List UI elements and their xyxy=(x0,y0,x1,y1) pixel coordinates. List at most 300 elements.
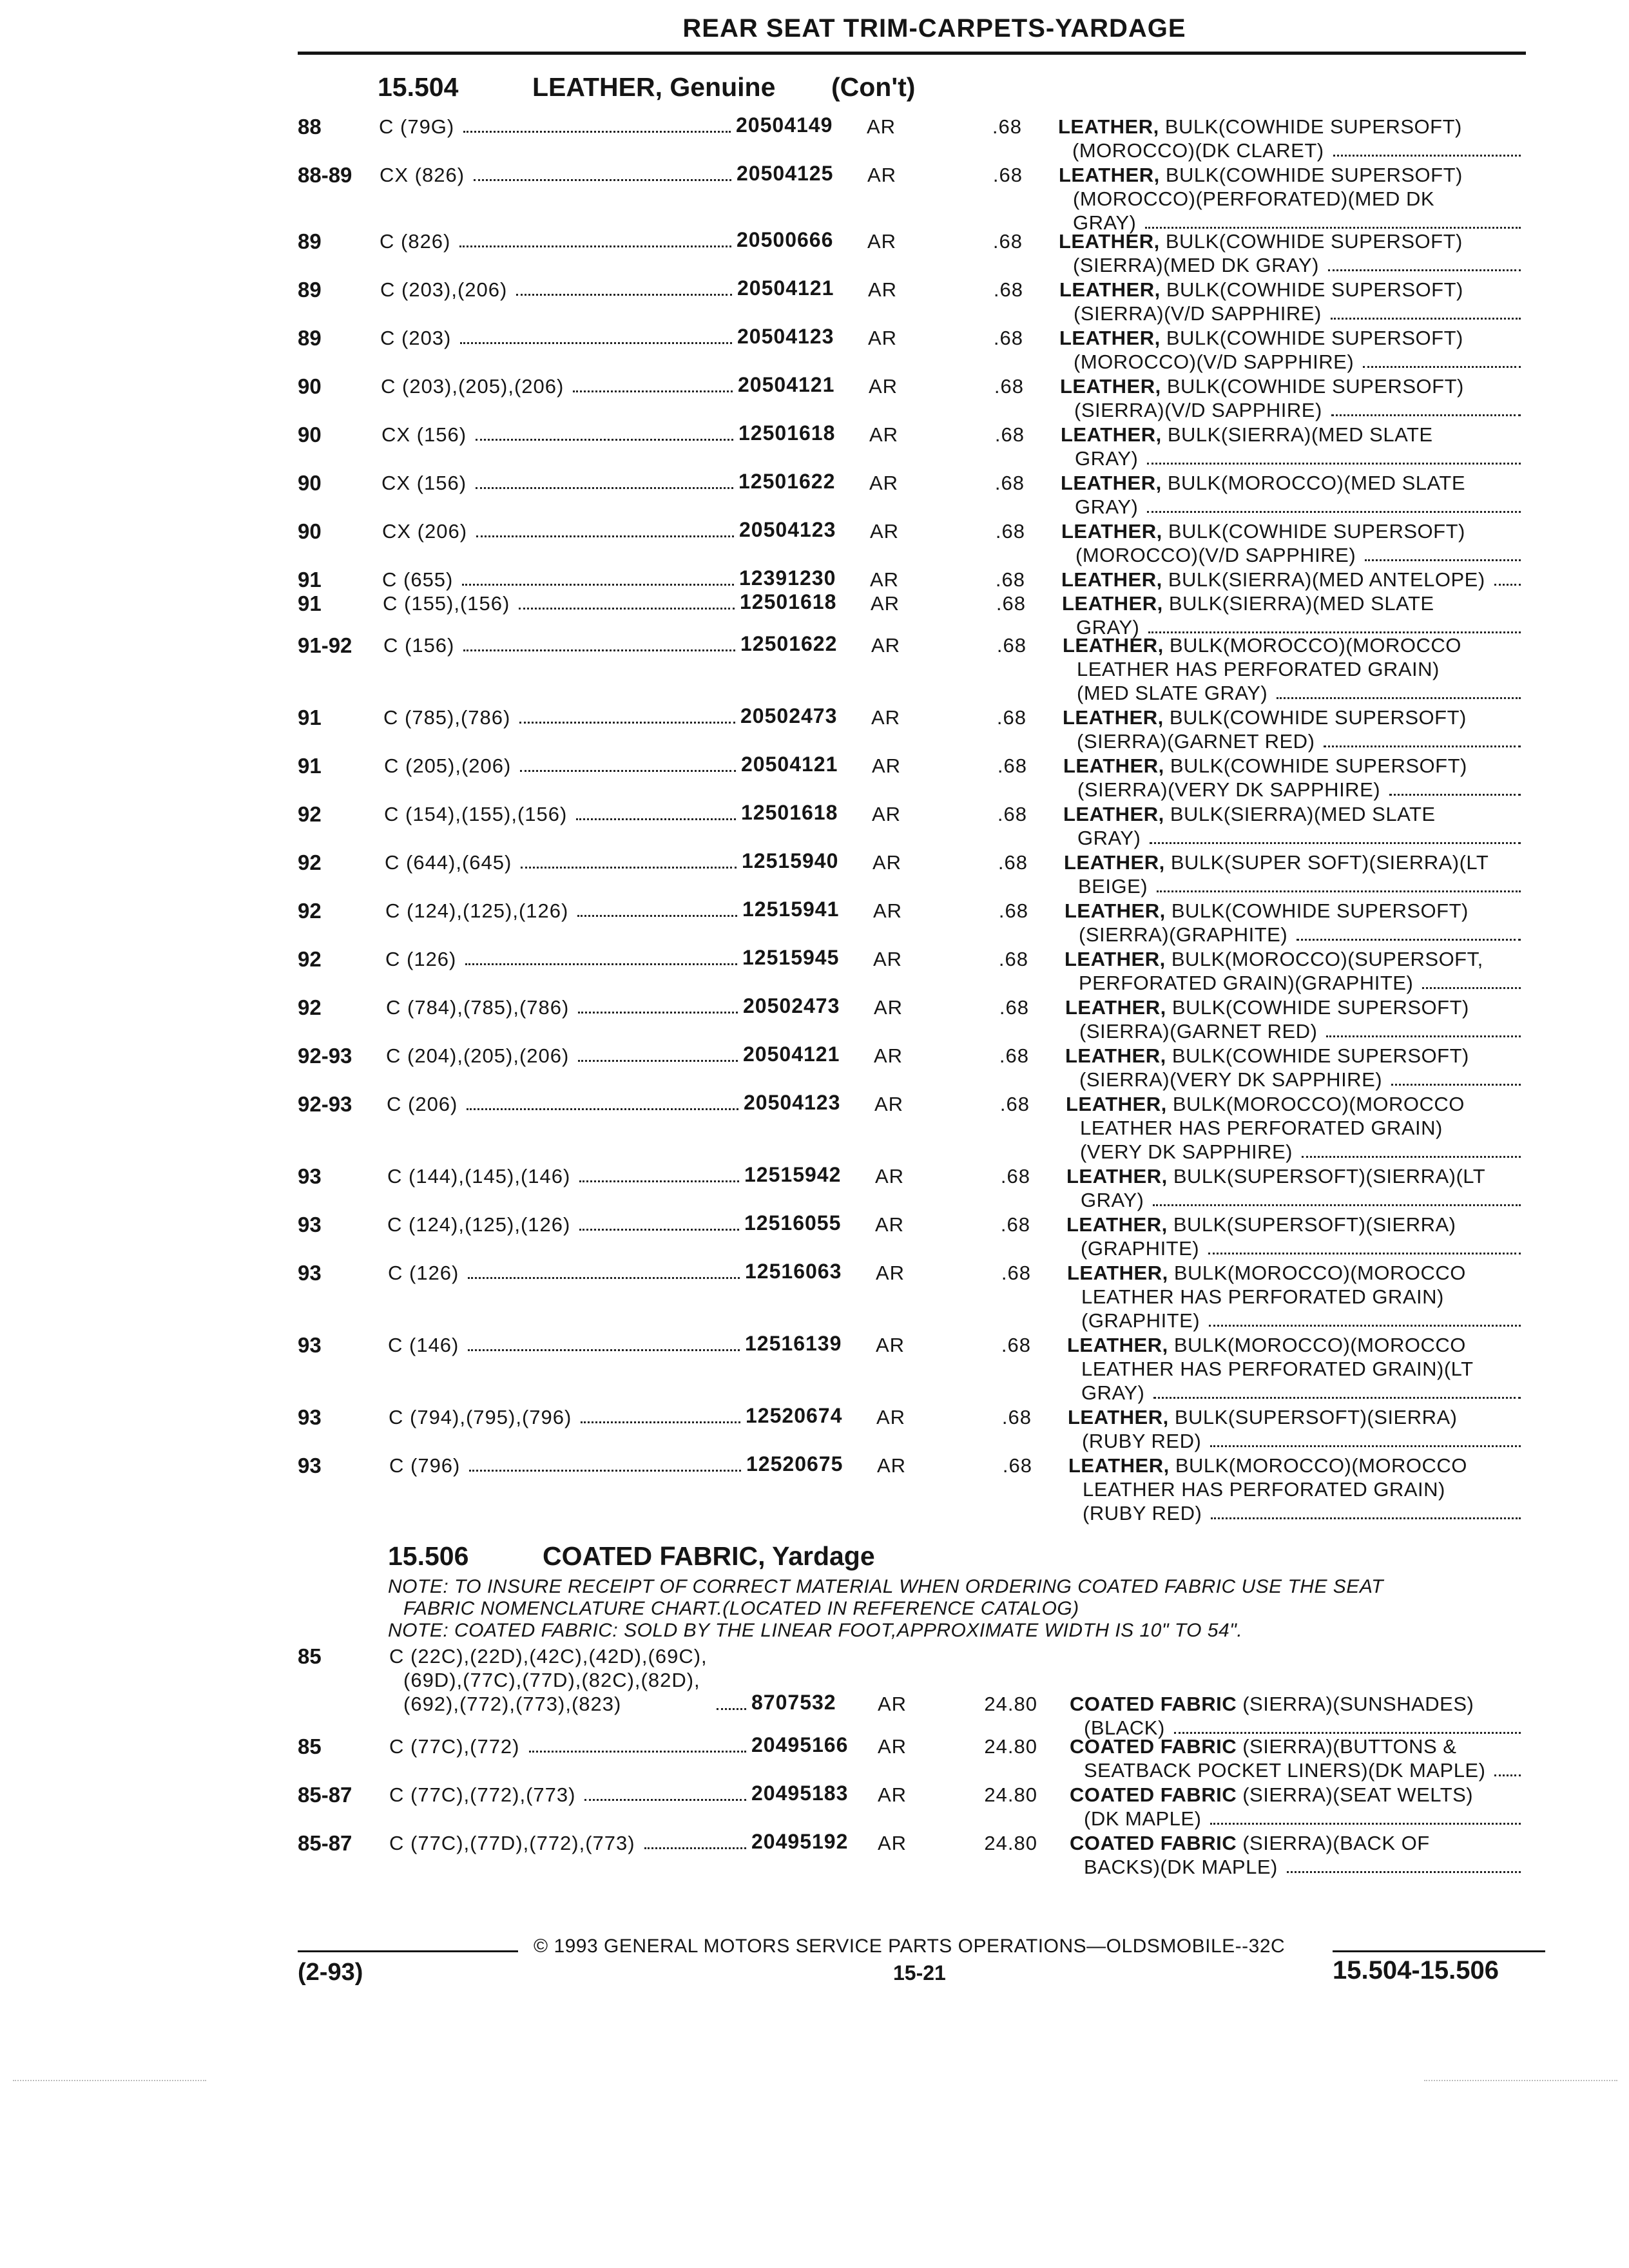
description-text xyxy=(1066,1213,1456,1236)
unit-price: .68 xyxy=(996,706,1027,729)
description-line xyxy=(1059,350,1521,374)
description-text xyxy=(1070,1832,1430,1854)
note-line: NOTE: TO INSURE RECEIPT OF CORRECT MATERIAL WHEN ORDERING COATED FABRIC USE THE SEAT xyxy=(388,1576,1383,1597)
part-number: 20504123 xyxy=(737,325,834,348)
description-line xyxy=(1068,1405,1521,1429)
model-year: 89 xyxy=(298,326,322,350)
part-description xyxy=(1061,423,1521,470)
part-number: 12515942 xyxy=(744,1163,842,1186)
part-number: 12501618 xyxy=(738,421,836,445)
model-year: 91 xyxy=(298,706,322,729)
description-line xyxy=(1070,1758,1521,1782)
model-code-text xyxy=(384,754,511,778)
part-number: 20504121 xyxy=(738,373,835,396)
description-line xyxy=(1063,706,1521,729)
model-code-text xyxy=(388,1333,459,1357)
description-text xyxy=(1070,1783,1473,1806)
part-number: 12520675 xyxy=(746,1452,843,1475)
model-code-line: C (77C),(77D),(772),(773) xyxy=(389,1832,635,1854)
description-text xyxy=(1064,851,1489,874)
description-line xyxy=(1063,826,1521,850)
part-number: 20504123 xyxy=(739,518,836,541)
description-detail: BULK(SIERRA)(MED SLATE xyxy=(1162,592,1434,615)
model-code-text xyxy=(387,1213,570,1236)
description-detail: BULK(SIERRA)(MED SLATE xyxy=(1164,803,1436,825)
part-number: 20504125 xyxy=(737,162,834,185)
description-detail: BULK(SUPERSOFT)(SIERRA)(LT xyxy=(1167,1165,1486,1187)
model-code-text xyxy=(380,278,507,302)
description-line xyxy=(1061,568,1521,591)
leader-dots xyxy=(520,770,736,772)
part-description xyxy=(1066,1092,1521,1164)
model-codes xyxy=(383,706,740,729)
model-code-line: CX (206) xyxy=(382,520,468,543)
model-year: 90 xyxy=(298,471,322,495)
section-continued: (Con't) xyxy=(831,72,916,102)
quantity: AR xyxy=(876,1406,906,1428)
model-year: 91 xyxy=(298,568,322,591)
model-codes xyxy=(379,115,736,139)
part-number: 20504121 xyxy=(741,753,838,776)
description-text xyxy=(1065,948,1483,970)
leader-dots xyxy=(1296,939,1521,941)
part-description xyxy=(1070,1831,1521,1879)
description-detail: (SIERRA)(BACK OF xyxy=(1237,1832,1430,1854)
description-keyword: LEATHER, xyxy=(1063,634,1164,657)
description-line xyxy=(1063,681,1521,705)
model-code-line: CX (826) xyxy=(380,164,465,186)
model-code-line: C (155),(156) xyxy=(383,592,510,615)
description-keyword: LEATHER, xyxy=(1067,1334,1168,1356)
part-description xyxy=(1065,947,1521,995)
description-keyword: COATED FABRIC xyxy=(1070,1783,1237,1806)
model-code-line: C (22C),(22D),(42C),(42D),(69C), xyxy=(389,1645,708,1667)
description-text: (DK MAPLE) xyxy=(1084,1807,1202,1830)
model-code-line: C (79G) xyxy=(379,115,455,138)
part-number: 12391230 xyxy=(739,566,836,590)
description-line xyxy=(1065,1068,1521,1091)
description-keyword: LEATHER, xyxy=(1061,568,1162,591)
model-year: 92 xyxy=(298,947,322,971)
quantity: AR xyxy=(878,1832,907,1854)
description-keyword: LEATHER, xyxy=(1065,1044,1166,1067)
leader-dots xyxy=(1157,890,1521,892)
unit-price: .68 xyxy=(999,996,1029,1019)
description-line xyxy=(1059,302,1521,325)
quantity: AR xyxy=(871,706,901,729)
description-line xyxy=(1064,850,1521,874)
description-text xyxy=(1059,278,1463,301)
quantity: AR xyxy=(878,1693,907,1715)
description-text xyxy=(1060,375,1464,398)
model-codes xyxy=(389,1831,751,1855)
description-line xyxy=(1066,1236,1521,1260)
unit-price: .68 xyxy=(992,115,1022,138)
quantity: AR xyxy=(875,1165,905,1187)
model-year: 85-87 xyxy=(298,1831,352,1855)
description-keyword: LEATHER, xyxy=(1065,899,1166,922)
model-codes xyxy=(380,229,737,253)
part-number: 20495192 xyxy=(751,1830,849,1853)
description-text xyxy=(1061,568,1485,591)
revision-date: (2-93) xyxy=(298,1959,363,1986)
description-line xyxy=(1067,1381,1521,1405)
leader-dots xyxy=(519,722,735,724)
footer-rule xyxy=(1333,1950,1545,1952)
model-code-text xyxy=(389,1644,708,1716)
leader-dots xyxy=(476,439,733,441)
description-line xyxy=(1061,495,1521,519)
leader-dots xyxy=(1153,1204,1521,1206)
description-text: (VERY DK SAPPHIRE) xyxy=(1080,1140,1293,1163)
description-line xyxy=(1066,1213,1521,1236)
description-detail: BULK(COWHIDE SUPERSOFT) xyxy=(1160,278,1463,301)
model-year: 85 xyxy=(298,1735,322,1758)
leader-dots xyxy=(1147,463,1521,465)
scan-speck xyxy=(1424,2080,1617,2081)
model-year: 93 xyxy=(298,1454,322,1477)
description-line xyxy=(1063,633,1521,657)
part-description xyxy=(1066,1164,1521,1212)
description-text xyxy=(1061,472,1465,494)
description-keyword: LEATHER, xyxy=(1063,754,1164,777)
part-number: 12501622 xyxy=(740,632,838,655)
description-line xyxy=(1066,1116,1521,1140)
model-codes xyxy=(383,633,740,657)
description-text xyxy=(1066,1165,1485,1187)
description-keyword: COATED FABRIC xyxy=(1070,1832,1237,1854)
leader-dots xyxy=(1422,987,1521,989)
quantity: AR xyxy=(874,1093,904,1115)
note-line: FABRIC NOMENCLATURE CHART.(LOCATED IN REFERENCE CATALOG) xyxy=(403,1598,1079,1619)
part-description xyxy=(1059,163,1521,235)
description-line xyxy=(1065,995,1521,1019)
model-code-text xyxy=(389,1405,572,1429)
description-text: (SIERRA)(V/D SAPPHIRE) xyxy=(1074,399,1322,421)
description-detail: BULK(COWHIDE SUPERSOFT) xyxy=(1163,706,1467,729)
part-description xyxy=(1070,1735,1521,1782)
model-year: 93 xyxy=(298,1333,322,1357)
description-text: (SIERRA)(GRAPHITE) xyxy=(1079,923,1288,946)
part-number: 20504123 xyxy=(744,1091,841,1114)
description-text: (RUBY RED) xyxy=(1082,1430,1202,1452)
leader-dots xyxy=(463,649,735,651)
description-line xyxy=(1058,139,1521,162)
part-number: 20502473 xyxy=(740,704,838,727)
leader-dots xyxy=(1333,155,1521,157)
model-year: 90 xyxy=(298,423,322,447)
description-line xyxy=(1068,1429,1521,1453)
description-line xyxy=(1061,519,1521,543)
description-keyword: LEATHER, xyxy=(1068,1406,1169,1428)
part-number: 20495166 xyxy=(751,1733,849,1756)
model-code-text xyxy=(381,423,467,447)
description-text xyxy=(1068,1454,1467,1477)
model-codes xyxy=(389,1783,751,1807)
unit-price: .68 xyxy=(998,948,1028,970)
model-code-text xyxy=(382,519,467,543)
model-codes xyxy=(381,423,738,447)
model-year: 92-93 xyxy=(298,1044,352,1068)
description-keyword: LEATHER, xyxy=(1062,592,1163,615)
quantity: AR xyxy=(867,115,896,138)
unit-price: .68 xyxy=(997,754,1027,777)
description-line xyxy=(1065,947,1521,971)
model-codes xyxy=(384,802,741,826)
note-line: NOTE: COATED FABRIC: SOLD BY THE LINEAR FOOT,APPROXIMATE WIDTH IS 10" TO 54". xyxy=(388,1620,1243,1641)
quantity: AR xyxy=(869,375,898,398)
leader-dots xyxy=(459,245,731,247)
description-text: (SIERRA)(VERY DK SAPPHIRE) xyxy=(1077,778,1381,801)
leader-dots xyxy=(465,963,737,965)
model-year: 85-87 xyxy=(298,1783,352,1807)
leader-dots xyxy=(579,1229,739,1231)
quantity: AR xyxy=(872,803,901,825)
leader-dots xyxy=(1324,745,1521,747)
model-code-text xyxy=(385,899,568,923)
unit-price: .68 xyxy=(1000,1165,1030,1187)
part-number: 12515945 xyxy=(742,946,840,969)
quantity: AR xyxy=(874,996,903,1019)
unit-price: .68 xyxy=(995,520,1025,543)
part-description xyxy=(1066,1213,1521,1260)
description-keyword: LEATHER, xyxy=(1059,230,1160,253)
unit-price: .68 xyxy=(998,899,1028,922)
model-year: 92-93 xyxy=(298,1092,352,1116)
leader-dots xyxy=(1365,559,1521,561)
description-keyword: LEATHER, xyxy=(1063,803,1164,825)
leader-dots xyxy=(1209,1325,1521,1327)
quantity: AR xyxy=(869,423,899,446)
description-line xyxy=(1064,874,1521,898)
model-codes xyxy=(387,1164,744,1188)
part-number: 12501618 xyxy=(740,590,837,613)
model-codes xyxy=(383,591,740,615)
model-code-line: (692),(772),(773),(823) xyxy=(403,1693,622,1715)
model-code-line: (69D),(77C),(77D),(82C),(82D), xyxy=(403,1669,700,1691)
leader-dots xyxy=(521,867,737,869)
quantity: AR xyxy=(876,1262,905,1284)
leader-dots xyxy=(1302,1156,1521,1158)
leader-dots xyxy=(1210,1445,1521,1447)
description-text: (SIERRA)(GARNET RED) xyxy=(1079,1020,1318,1043)
model-code-line: CX (156) xyxy=(381,423,467,446)
leader-dots xyxy=(1494,1774,1521,1776)
quantity: AR xyxy=(867,164,897,186)
description-text xyxy=(1063,634,1461,657)
description-keyword: LEATHER, xyxy=(1059,164,1160,186)
unit-price: .68 xyxy=(994,375,1024,398)
leader-dots xyxy=(1147,511,1521,513)
part-description xyxy=(1070,1783,1521,1831)
model-codes xyxy=(385,947,742,971)
description-line xyxy=(1067,1357,1521,1381)
part-description xyxy=(1061,519,1521,567)
description-detail: BULK(COWHIDE SUPERSOFT) xyxy=(1160,327,1463,349)
description-line xyxy=(1070,1807,1521,1831)
model-code-line: CX (156) xyxy=(381,472,467,494)
copyright-line: © 1993 GENERAL MOTORS SERVICE PARTS OPERATIONS—OLDSMOBILE--32C xyxy=(534,1936,1286,1957)
description-line xyxy=(1059,253,1521,277)
leader-dots xyxy=(468,1349,740,1351)
part-description xyxy=(1068,1405,1521,1453)
description-keyword: LEATHER, xyxy=(1059,327,1161,349)
description-text: (SIERRA)(V/D SAPPHIRE) xyxy=(1074,302,1322,325)
unit-price: .68 xyxy=(997,803,1027,825)
model-code-line: C (785),(786) xyxy=(383,706,511,729)
part-description xyxy=(1065,899,1521,947)
leader-dots xyxy=(467,1108,738,1110)
model-code-text xyxy=(383,633,454,657)
description-text: (SIERRA)(MED DK GRAY) xyxy=(1073,254,1319,276)
unit-price: .68 xyxy=(996,592,1026,615)
section-range: 15.504-15.506 xyxy=(1333,1956,1499,1984)
description-text xyxy=(1065,899,1469,922)
model-code-text xyxy=(379,115,454,139)
description-line xyxy=(1061,447,1521,470)
unit-price: 24.80 xyxy=(984,1735,1037,1758)
leader-dots xyxy=(1494,584,1521,586)
unit-price: .68 xyxy=(1001,1406,1032,1428)
unit-price: 24.80 xyxy=(984,1783,1037,1806)
description-detail: BULK(SIERRA)(MED ANTELOPE) xyxy=(1162,568,1485,591)
model-year: 93 xyxy=(298,1164,322,1188)
model-code-line: C (206) xyxy=(387,1093,458,1115)
model-code-line: C (644),(645) xyxy=(385,851,512,874)
model-codes xyxy=(382,519,739,543)
unit-price: .68 xyxy=(999,1044,1029,1067)
description-keyword: LEATHER, xyxy=(1068,1454,1170,1477)
quantity: AR xyxy=(878,1735,907,1758)
model-code-line: C (205),(206) xyxy=(384,754,512,777)
section-name: COATED FABRIC, Yardage xyxy=(543,1541,875,1571)
part-number: 12515940 xyxy=(742,849,839,872)
part-description xyxy=(1059,326,1521,374)
part-description xyxy=(1063,754,1521,802)
description-text: SEATBACK POCKET LINERS)(DK MAPLE) xyxy=(1084,1759,1486,1782)
description-line xyxy=(1067,1333,1521,1357)
leader-dots xyxy=(1210,1823,1521,1825)
leader-dots xyxy=(460,342,732,344)
description-line xyxy=(1070,1855,1521,1879)
description-text: LEATHER HAS PERFORATED GRAIN) xyxy=(1081,1285,1444,1308)
description-line xyxy=(1063,778,1521,802)
model-codes xyxy=(381,374,738,398)
part-description xyxy=(1064,850,1521,898)
part-description xyxy=(1070,1692,1521,1740)
model-code-text xyxy=(389,1831,635,1855)
description-text: (MOROCCO)(V/D SAPPHIRE) xyxy=(1074,351,1354,373)
description-detail: BULK(COWHIDE SUPERSOFT) xyxy=(1159,230,1463,253)
description-text: (MOROCCO)(V/D SAPPHIRE) xyxy=(1075,544,1356,566)
description-keyword: LEATHER, xyxy=(1061,472,1162,494)
quantity: AR xyxy=(875,1213,905,1236)
part-number: 8707532 xyxy=(751,1691,836,1714)
model-code-line: C (203),(206) xyxy=(380,278,508,301)
description-line xyxy=(1060,398,1521,422)
description-line xyxy=(1065,923,1521,947)
description-line xyxy=(1067,1261,1521,1285)
quantity: AR xyxy=(871,634,901,657)
model-year: 93 xyxy=(298,1405,322,1429)
description-keyword: COATED FABRIC xyxy=(1070,1693,1237,1715)
model-year: 91 xyxy=(298,754,322,778)
page-title: REAR SEAT TRIM-CARPETS-YARDAGE xyxy=(682,14,1186,43)
description-text: GRAY) xyxy=(1073,211,1137,234)
quantity: AR xyxy=(873,899,903,922)
description-text: (MOROCCO)(DK CLARET) xyxy=(1072,139,1324,162)
description-text xyxy=(1059,230,1463,253)
part-description xyxy=(1060,374,1521,422)
model-code-line: C (124),(125),(126) xyxy=(385,899,569,922)
model-code-line: C (203) xyxy=(380,327,452,349)
description-text: GRAY) xyxy=(1081,1189,1144,1211)
model-code-text xyxy=(387,1092,458,1116)
model-code-text xyxy=(389,1735,520,1758)
part-description xyxy=(1065,995,1521,1043)
description-line xyxy=(1061,471,1521,495)
quantity: AR xyxy=(872,754,901,777)
model-codes xyxy=(380,163,737,187)
footer-rule xyxy=(298,1950,518,1952)
description-line xyxy=(1065,1044,1521,1068)
description-text: GRAY) xyxy=(1077,827,1141,849)
description-keyword: LEATHER, xyxy=(1066,1213,1168,1236)
description-text xyxy=(1062,592,1434,615)
description-line xyxy=(1065,971,1521,995)
leader-dots xyxy=(529,1751,747,1753)
unit-price: .68 xyxy=(1002,1454,1032,1477)
leader-dots xyxy=(1331,414,1521,416)
description-text xyxy=(1063,754,1467,777)
description-line xyxy=(1060,374,1521,398)
description-text xyxy=(1063,803,1436,825)
model-codes xyxy=(385,850,742,874)
leader-dots xyxy=(573,390,733,392)
leader-dots xyxy=(1153,1397,1521,1399)
part-description xyxy=(1059,229,1521,277)
description-line xyxy=(1061,543,1521,567)
model-codes xyxy=(381,471,738,495)
description-detail: (SIERRA)(SUNSHADES) xyxy=(1237,1693,1474,1715)
leader-dots xyxy=(1208,1253,1521,1254)
description-line xyxy=(1066,1164,1521,1188)
model-code-line: C (146) xyxy=(388,1334,459,1356)
section-number: 15.506 xyxy=(388,1541,469,1571)
description-text xyxy=(1070,1693,1474,1715)
unit-price: .68 xyxy=(992,164,1023,186)
leader-dots xyxy=(1326,1035,1521,1037)
description-text xyxy=(1070,1735,1456,1758)
description-keyword: LEATHER, xyxy=(1063,706,1164,729)
description-text xyxy=(1067,1334,1466,1356)
model-codes xyxy=(389,1405,746,1429)
part-number: 12501622 xyxy=(738,470,836,493)
part-description xyxy=(1062,591,1521,639)
description-line xyxy=(1065,1019,1521,1043)
model-codes xyxy=(385,899,742,923)
description-line xyxy=(1067,1309,1521,1332)
model-code-text xyxy=(385,850,512,874)
scan-speck xyxy=(13,2080,206,2081)
model-code-line: C (156) xyxy=(383,634,455,657)
description-keyword: LEATHER, xyxy=(1066,1093,1167,1115)
unit-price: .68 xyxy=(1000,1213,1030,1236)
description-detail: BULK(MOROCCO)(SUPERSOFT, xyxy=(1165,948,1483,970)
leader-dots xyxy=(463,131,731,133)
model-code-text xyxy=(386,995,569,1019)
description-line xyxy=(1063,802,1521,826)
